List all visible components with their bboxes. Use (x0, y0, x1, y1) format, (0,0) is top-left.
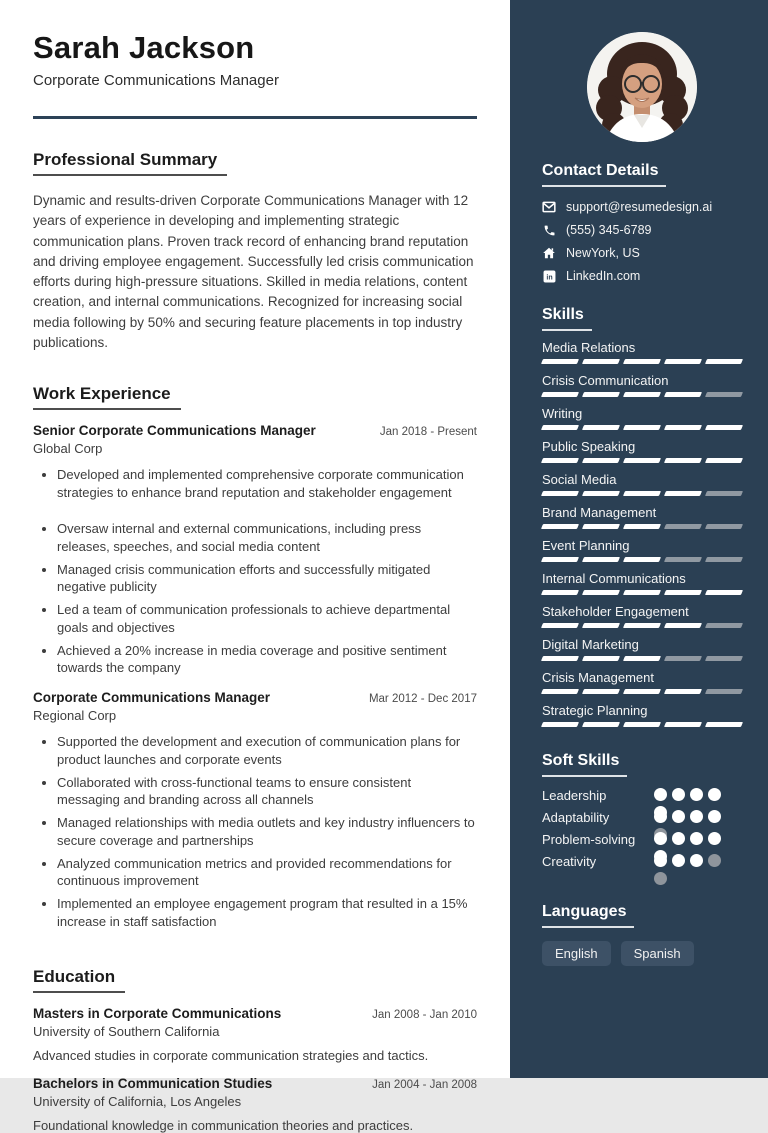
skill-segment-filled (541, 722, 579, 727)
linkedin-icon (542, 269, 556, 283)
summary-section (33, 119, 477, 353)
skill-entry (542, 637, 742, 661)
skill-label: Crisis Communication (542, 373, 669, 388)
skill-segment-filled (623, 722, 661, 727)
soft-skill-label: Leadership (542, 788, 607, 803)
skill-segment-filled (582, 524, 620, 529)
skill-segment-filled (582, 590, 620, 595)
skill-segment-filled (541, 689, 579, 694)
skill-bar (542, 491, 742, 496)
degree-dates: Jan 2004 - Jan 2008 (372, 1078, 477, 1091)
skill-segment-empty (705, 623, 743, 628)
contact-text: support@resumedesign.ai (566, 200, 713, 214)
degree-school: University of Southern California (33, 1023, 220, 1039)
skill-segment-filled (623, 623, 661, 628)
skill-label: Digital Marketing (542, 637, 639, 652)
skill-bar (542, 359, 742, 364)
profile-photo (587, 32, 697, 142)
contact-text: (555) 345-6789 (566, 223, 652, 237)
svg-text:in: in (545, 273, 553, 281)
job-bullet: • Achieved a 20% increase in media coverage and positive sentiment towards the company (57, 642, 477, 677)
skill-entry (542, 472, 742, 496)
skill-segment-filled (623, 491, 661, 496)
skill-segment-filled (541, 557, 579, 562)
job-bullet: • Analyzed communication metrics and provided recommendations for continuous improvement (57, 855, 477, 890)
degree-title: Masters in Corporate Communications (33, 1005, 282, 1021)
contact-section (542, 162, 742, 283)
skill-bar (542, 557, 742, 562)
skill-bar (542, 425, 742, 430)
soft-skill-dots (654, 810, 730, 823)
job-bullet: • Supported the development and execution of communication plans for product launches and corporate events (57, 733, 477, 768)
soft-skill-label: Creativity (542, 854, 597, 869)
skill-segment-filled (582, 491, 620, 496)
phone-icon (542, 223, 556, 237)
skill-bar (542, 689, 742, 694)
rating-dot-filled (690, 832, 703, 845)
soft-skills-list (542, 788, 742, 876)
jobs-list (33, 423, 477, 930)
skill-bar (542, 590, 742, 595)
job-company: Global Corp (33, 441, 103, 456)
soft-skill-entry (542, 788, 742, 810)
job-bullet: • Managed crisis communication efforts and successfully mitigated negative publicity (57, 561, 477, 596)
job-bullets (33, 466, 477, 677)
soft-skill-label: Adaptability (542, 810, 610, 825)
skill-segment-filled (664, 392, 702, 397)
soft-skill-entry (542, 854, 742, 876)
degree-dates: Jan 2008 - Jan 2010 (372, 1008, 477, 1021)
skill-segment-empty (705, 392, 743, 397)
skill-entry (542, 604, 742, 628)
skill-label: Public Speaking (542, 439, 636, 454)
skill-segment-filled (623, 392, 661, 397)
skill-segment-filled (582, 359, 620, 364)
rating-dot-filled (708, 788, 721, 801)
contact-text: NewYork, US (566, 246, 640, 260)
skill-segment-filled (623, 425, 661, 430)
skill-segment-filled (582, 458, 620, 463)
skill-segment-filled (582, 392, 620, 397)
skill-label: Social Media (542, 472, 617, 487)
skill-segment-filled (541, 524, 579, 529)
skill-entry (542, 703, 742, 727)
job-company: Regional Corp (33, 707, 117, 723)
skill-entry (542, 571, 742, 595)
contact-list (542, 200, 742, 283)
soft-skill-label: Problem-solving (542, 832, 636, 847)
contact-item (542, 200, 742, 214)
rating-dot-filled (690, 788, 703, 801)
skills-list (542, 340, 742, 727)
degree-header (33, 1076, 477, 1091)
job-header (33, 690, 477, 705)
soft-skill-entry (542, 810, 742, 832)
avatar (587, 32, 697, 142)
skill-segment-filled (664, 722, 702, 727)
degree-description: Advanced studies in corporate communication strategies and tactics. (33, 1047, 429, 1063)
skill-segment-filled (705, 458, 743, 463)
skill-label: Strategic Planning (542, 703, 648, 718)
skill-entry (542, 439, 742, 463)
skill-entry (542, 406, 742, 430)
soft-skill-dots (654, 832, 730, 845)
degree-entry (33, 1006, 477, 1063)
job-title: Corporate Communications Manager (33, 689, 271, 705)
skill-segment-empty (664, 656, 702, 661)
skill-segment-filled (541, 491, 579, 496)
skill-entry (542, 505, 742, 529)
skill-segment-filled (541, 359, 579, 364)
summary-heading: Professional Summary (33, 150, 227, 176)
language-chip: English (542, 941, 611, 966)
job-bullet: • Implemented an employee engagement program that resulted in a 15% increase in staff satisfaction (57, 895, 477, 930)
contact-item (542, 246, 742, 260)
contact-text: LinkedIn.com (566, 269, 641, 283)
job-entry (33, 690, 477, 930)
language-chip: Spanish (621, 941, 694, 966)
work-heading: Work Experience (33, 384, 181, 410)
skill-segment-filled (705, 425, 743, 430)
rating-dot-filled (708, 832, 721, 845)
education-heading: Education (33, 967, 125, 993)
skill-segment-filled (705, 590, 743, 595)
soft-skills-heading: Soft Skills (542, 752, 627, 777)
skill-segment-filled (541, 590, 579, 595)
skill-segment-filled (582, 689, 620, 694)
job-bullet: • Collaborated with cross-functional teams to ensure consistent messaging and branding across all channels (57, 774, 477, 809)
skill-bar (542, 722, 742, 727)
skill-segment-filled (541, 392, 579, 397)
skill-label: Writing (542, 406, 583, 421)
skill-segment-filled (582, 656, 620, 661)
skill-segment-filled (623, 590, 661, 595)
work-section (33, 353, 477, 930)
rating-dot-filled (654, 788, 667, 801)
skill-segment-empty (664, 557, 702, 562)
skill-bar (542, 524, 742, 529)
skill-segment-filled (623, 656, 661, 661)
languages-heading: Languages (542, 903, 634, 928)
skill-entry (542, 340, 742, 364)
skill-label: Event Planning (542, 538, 630, 553)
skill-segment-filled (623, 524, 661, 529)
job-header (33, 423, 477, 438)
skill-segment-filled (705, 359, 743, 364)
degree-description: Foundational knowledge in communication theories and practices. (33, 1117, 414, 1133)
skill-segment-filled (664, 491, 702, 496)
skill-segment-filled (664, 623, 702, 628)
soft-skill-entry (542, 832, 742, 854)
skill-segment-filled (623, 557, 661, 562)
skill-segment-empty (705, 491, 743, 496)
skill-label: Brand Management (542, 505, 657, 520)
skill-segment-empty (664, 524, 702, 529)
skill-segment-empty (705, 524, 743, 529)
skill-segment-filled (664, 359, 702, 364)
education-section (33, 936, 477, 1133)
skill-segment-empty (705, 557, 743, 562)
skill-bar (542, 458, 742, 463)
job-bullet: • Oversaw internal and external communications, including press releases, speeches, and social media content (57, 520, 477, 555)
skill-segment-filled (582, 425, 620, 430)
soft-skills-section (542, 752, 742, 876)
rating-dot-filled (672, 832, 685, 845)
skill-label: Media Relations (542, 340, 636, 355)
summary-text: Dynamic and results-driven Corporate Communications Manager with 12 years of experience in developing and implementing strategic communication plans. Proven track record of enhancing brand reputation and driving employee engagement. Successfully led crisis communication efforts during high-pressure situations. Skilled in media relations, content creation, and internal communications. Recognized for increasing social media following by 50% and securing feature placements in top industry publications. (33, 193, 474, 350)
skill-entry (542, 670, 742, 694)
skill-segment-filled (623, 359, 661, 364)
skill-segment-filled (582, 722, 620, 727)
rating-dot-filled (672, 854, 685, 867)
person-name: Sarah Jackson (33, 30, 255, 65)
rating-dot-empty (708, 854, 721, 867)
soft-skill-dots (654, 788, 730, 801)
skill-bar (542, 392, 742, 397)
job-dates: Mar 2012 - Dec 2017 (368, 692, 477, 705)
skill-segment-filled (541, 458, 579, 463)
job-bullets (33, 733, 477, 930)
degree-title: Bachelors in Communication Studies (33, 1075, 273, 1091)
skill-segment-empty (705, 656, 743, 661)
skill-segment-filled (541, 656, 579, 661)
rating-dot-filled (654, 810, 667, 823)
rating-dot-filled (672, 810, 685, 823)
skill-bar (542, 656, 742, 661)
job-bullet: • Developed and implemented comprehensive corporate communication strategies to enhance brand reputation and stakeholder engagement (57, 466, 477, 501)
skill-segment-filled (705, 722, 743, 727)
sidebar (510, 0, 768, 1078)
job-entry (33, 423, 477, 677)
job-title: Senior Corporate Communications Manager (33, 423, 316, 438)
degrees-list (33, 1006, 477, 1133)
degree-entry (33, 1076, 477, 1133)
skill-segment-filled (541, 623, 579, 628)
skill-segment-filled (664, 590, 702, 595)
skill-segment-filled (623, 458, 661, 463)
soft-skill-dots (654, 854, 730, 867)
skills-section (542, 306, 742, 727)
rating-dot-empty (654, 872, 667, 885)
skill-segment-filled (541, 425, 579, 430)
degree-header (33, 1006, 477, 1021)
languages-section (542, 903, 742, 966)
contact-heading: Contact Details (542, 162, 666, 187)
skills-heading: Skills (542, 306, 592, 331)
contact-item (542, 223, 742, 237)
skill-segment-filled (582, 557, 620, 562)
skill-segment-filled (582, 623, 620, 628)
skill-segment-filled (664, 689, 702, 694)
skill-segment-empty (705, 689, 743, 694)
job-dates: Jan 2018 - Present (379, 426, 477, 438)
rating-dot-filled (690, 810, 703, 823)
skill-segment-filled (623, 689, 661, 694)
job-bullet: • Led a team of communication professionals to achieve departmental goals and objectives (57, 601, 477, 636)
skill-entry (542, 373, 742, 397)
rating-dot-filled (654, 854, 667, 867)
person-title: Corporate Communications Manager (33, 72, 279, 89)
rating-dot-filled (672, 788, 685, 801)
job-bullet: • Managed relationships with media outlets and key industry influencers to secure coverage and partnerships (57, 814, 477, 849)
skill-segment-filled (664, 458, 702, 463)
skill-label: Crisis Management (542, 670, 654, 685)
email-icon (542, 200, 556, 214)
skill-label: Stakeholder Engagement (542, 604, 689, 619)
contact-item (542, 269, 742, 283)
skill-bar (542, 623, 742, 628)
skill-segment-filled (664, 425, 702, 430)
rating-dot-filled (708, 810, 721, 823)
languages-list (542, 941, 742, 966)
degree-school: University of California, Los Angeles (33, 1093, 242, 1109)
rating-dot-filled (690, 854, 703, 867)
skill-label: Internal Communications (542, 571, 686, 586)
rating-dot-filled (654, 832, 667, 845)
home-icon (542, 246, 556, 260)
skill-entry (542, 538, 742, 562)
